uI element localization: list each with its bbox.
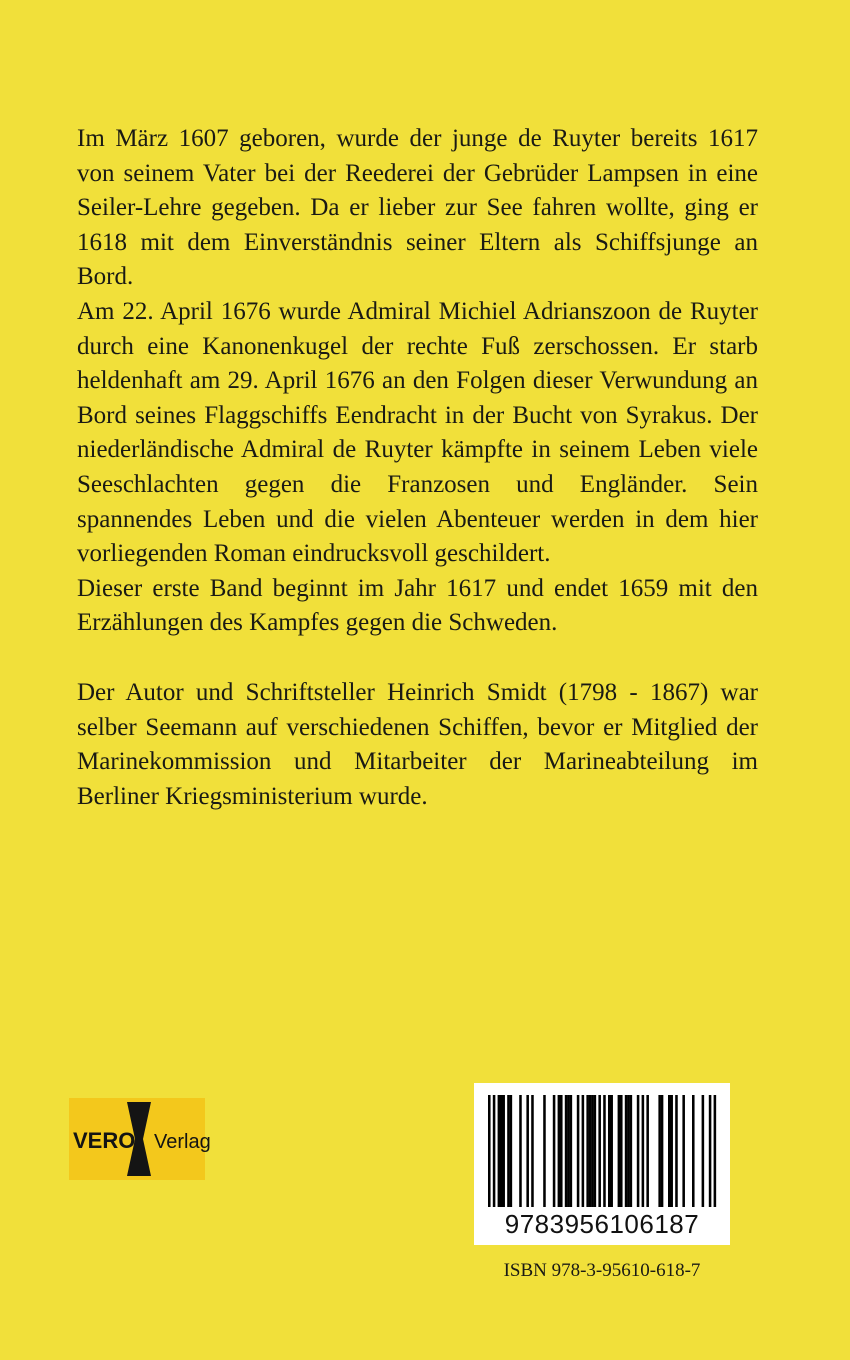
blurb-paragraph: Im März 1607 geboren, wurde der junge de Ruyter bereits 1617 von seinem Vater bei der Reederei der Gebrüder Lampsen in eine Seiler-Lehre gegeben. Da er lieber zur See fahren wollte, ging er 1618 mit dem Einverständnis seiner Eltern als Schiffsjunge an Bord.: [77, 125, 758, 291]
barcode-bar: [675, 1095, 678, 1207]
barcode: [474, 1083, 730, 1245]
barcode-icon: [488, 1095, 716, 1207]
barcode-bar: [558, 1095, 561, 1207]
barcode-bar: [577, 1095, 580, 1207]
barcode-bar: [709, 1095, 712, 1207]
barcode-bar: [610, 1095, 613, 1207]
barcode-bar: [702, 1095, 705, 1207]
barcode-bar: [519, 1095, 522, 1207]
barcode-bar: [598, 1095, 601, 1207]
barcode-bar: [589, 1095, 592, 1207]
barcode-bar: [637, 1095, 640, 1207]
barcode-bar: [500, 1095, 503, 1207]
barcode-bar: [502, 1095, 505, 1207]
barcode-bar: [543, 1095, 546, 1207]
barcode-bar: [646, 1095, 649, 1207]
barcode-bar: [692, 1095, 695, 1207]
barcode-bar: [560, 1095, 563, 1207]
publisher-logo: [69, 1098, 211, 1180]
barcode-bar: [594, 1095, 597, 1207]
author-bio-paragraph: Der Autor und Schriftsteller Heinrich Smidt (1798 - 1867) war selber Seemann auf verschiedenen Schiffen, bevor er Mitglied der Marinekommission und Mitarbeiter der Marineabteilung im Berliner Kriegsministerium wurde.: [77, 678, 758, 810]
barcode-bar: [682, 1095, 685, 1207]
barcode-bar: [668, 1095, 671, 1207]
barcode-bar: [553, 1095, 556, 1207]
barcode-bar: [618, 1095, 621, 1207]
logo-vero-text: VERO: [73, 1128, 136, 1153]
barcode-bar: [670, 1095, 673, 1207]
isbn-label: ISBN 978-3-95610-618-7: [503, 1260, 701, 1281]
barcode-bar: [630, 1095, 633, 1207]
barcode-bar: [498, 1095, 501, 1207]
barcode-bar: [591, 1095, 594, 1207]
barcode-bar: [608, 1095, 611, 1207]
barcode-bar: [627, 1095, 630, 1207]
barcode-bar: [658, 1095, 661, 1207]
barcode-bar: [642, 1095, 645, 1207]
barcode-digits: 9783956106187: [504, 1209, 700, 1239]
barcode-bar: [488, 1095, 491, 1207]
barcode-bar: [586, 1095, 589, 1207]
barcode-bar: [565, 1095, 568, 1207]
hourglass-logo-icon: [69, 1098, 211, 1180]
barcode-bar: [661, 1095, 664, 1207]
blurb-paragraph: Am 22. April 1676 wurde Admiral Michiel Adrianszoon de Ruyter durch eine Kanonenkugel der rechte Fuß zerschossen. Er starb heldenhaft am 29. April 1676 an den Folgen dieser Verwundung an Bord seines Flaggschiffs Eendracht in der Bucht von Syrakus. Der niederländische Admiral de Ruyter kämpfte in seinem Leben viele Seeschlachten gegen die Franzosen und Engländer. Sein spannendes Leben und die vielen Abenteuer werden in dem hier vorliegenden Roman eindrucksvoll geschildert.: [77, 297, 758, 568]
blurb-paragraph: Dieser erste Band beginnt im Jahr 1617 und endet 1659 mit den Erzählungen des Kampfes gegen die Schweden.: [77, 574, 758, 637]
barcode-bar: [714, 1095, 717, 1207]
back-cover-blurb: [77, 122, 758, 814]
barcode-bar: [570, 1095, 573, 1207]
barcode-bar: [620, 1095, 623, 1207]
barcode-bar: [531, 1095, 534, 1207]
barcode-bar: [582, 1095, 585, 1207]
barcode-bar: [493, 1095, 496, 1207]
barcode-bar: [603, 1095, 606, 1207]
logo-verlag-text: Verlag: [154, 1131, 211, 1153]
barcode-bar: [567, 1095, 570, 1207]
barcode-bar: [510, 1095, 513, 1207]
barcode-bar: [526, 1095, 529, 1207]
barcode-bar: [625, 1095, 628, 1207]
barcode-bar: [507, 1095, 510, 1207]
